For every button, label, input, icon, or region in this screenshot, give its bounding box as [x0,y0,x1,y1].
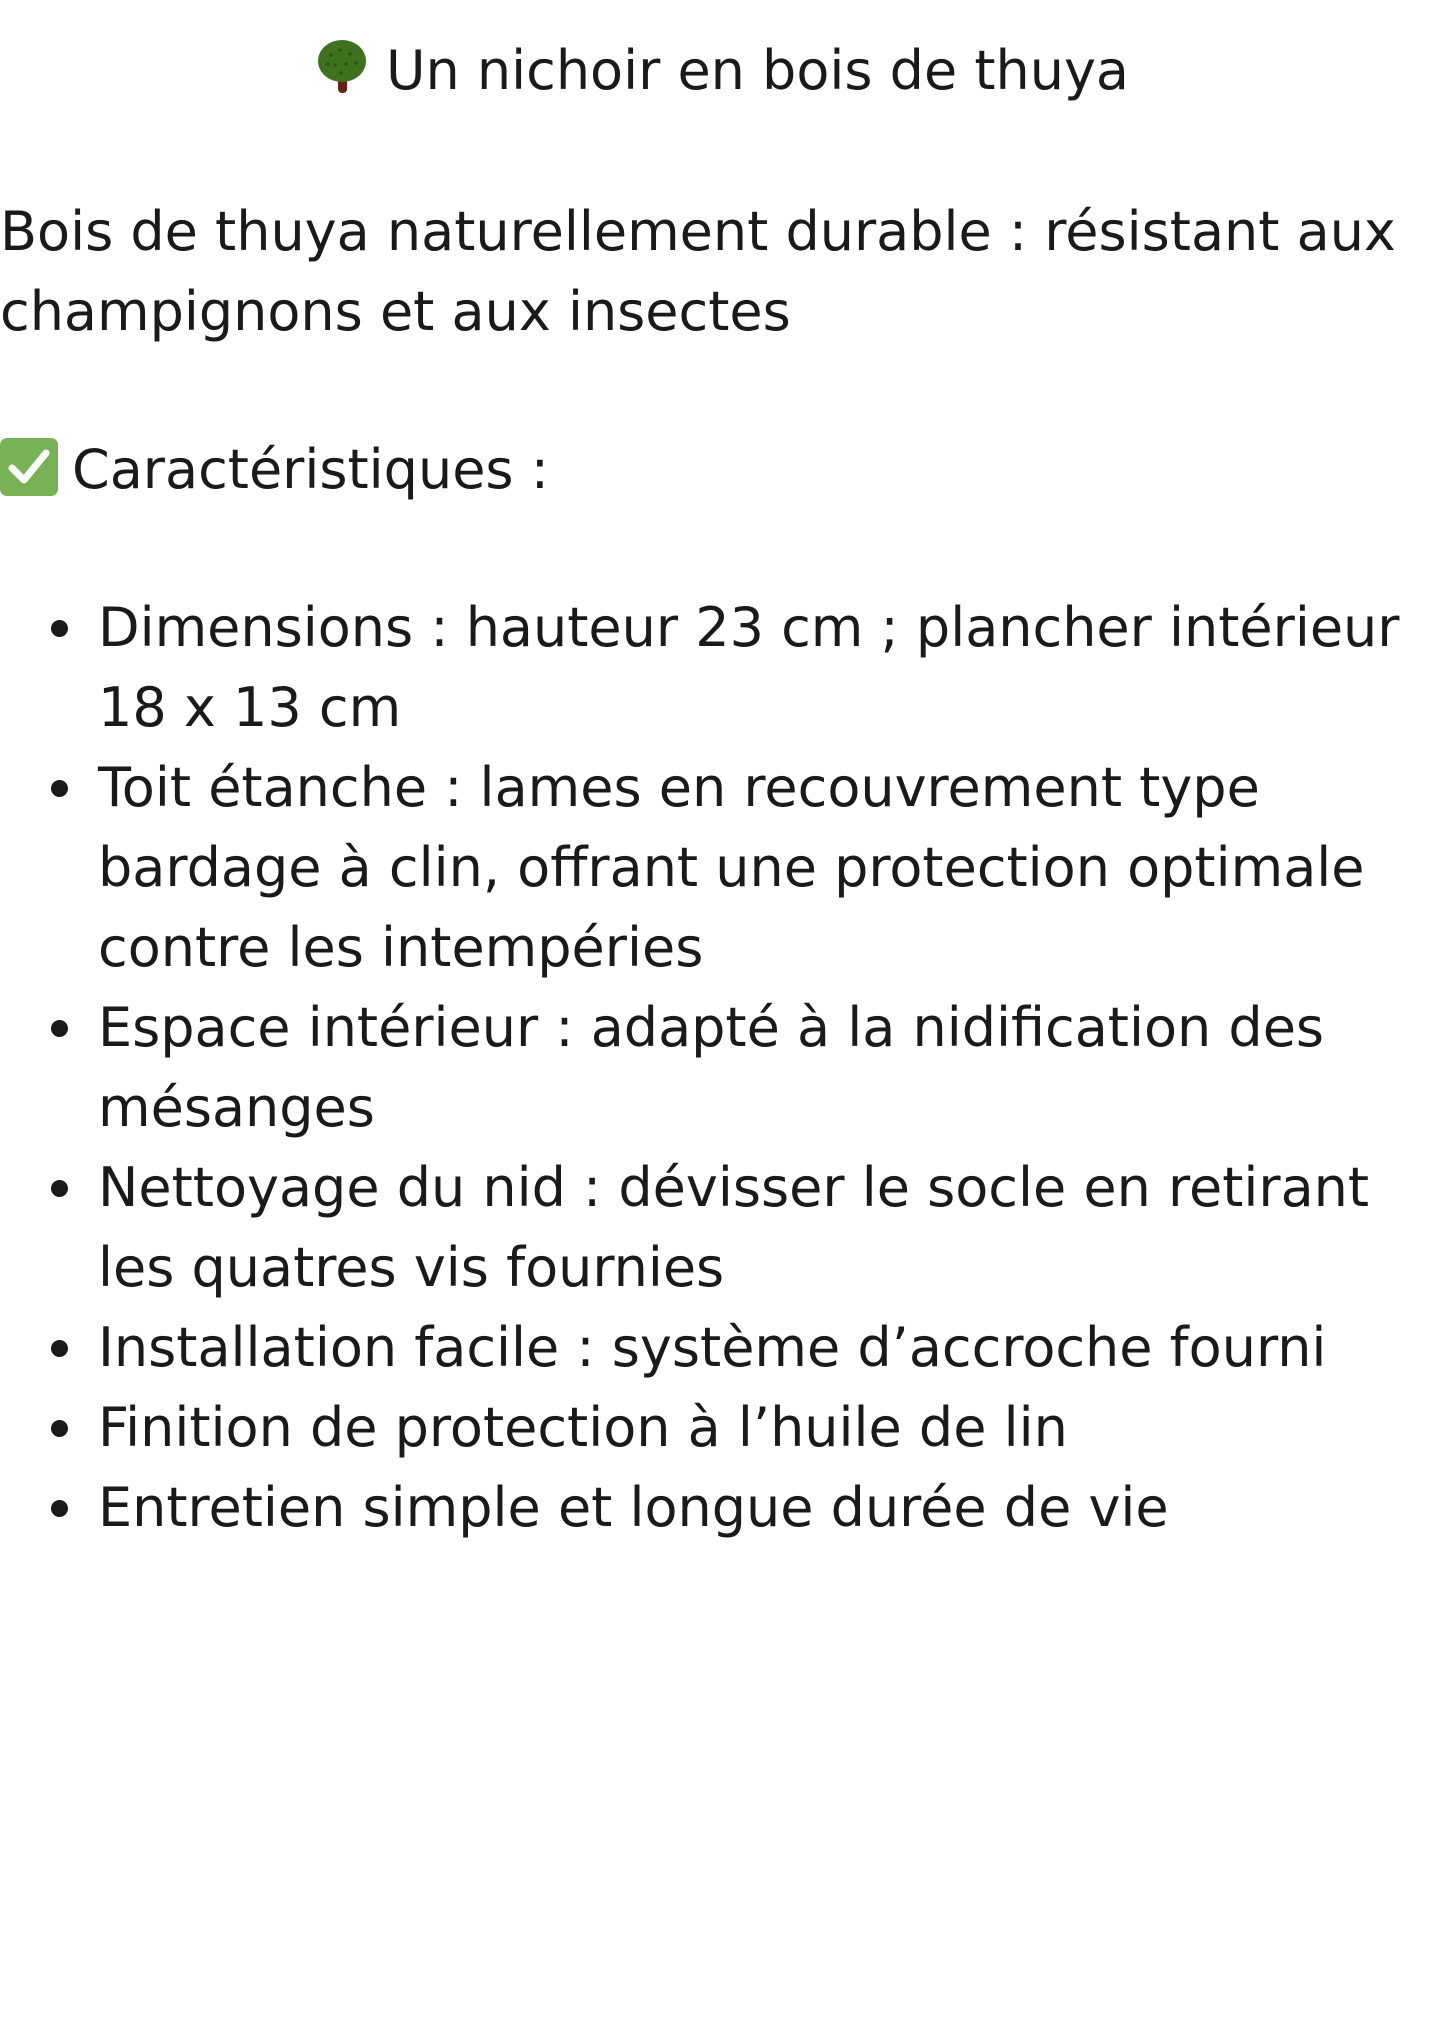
list-item [0,1308,1440,1388]
page-title: Un nichoir en bois de thuya [385,39,1130,102]
list-item [0,988,1440,1148]
list-item [0,748,1440,988]
features-heading [0,430,1420,510]
list-item [0,1468,1440,1548]
list-item-text: Nettoyage du nid : dévisser le socle en retirant les quatres vis fournies [98,1156,1370,1299]
list-item-text: Espace intérieur : adapté à la nidification des mésanges [98,996,1325,1139]
bullet-icon [51,1500,68,1517]
features-heading-label: Caractéristiques : [72,438,549,501]
title-row [0,36,1445,106]
bullet-icon [51,1180,68,1197]
list-item [0,588,1440,748]
list-item-text: Finition de protection à l’huile de lin [98,1396,1068,1459]
bullet-icon [51,620,68,637]
list-item [0,1148,1440,1308]
bullet-icon [51,1020,68,1037]
bullet-icon [51,1420,68,1437]
list-item [0,1388,1440,1468]
list-item-text: Entretien simple et longue durée de vie [98,1476,1169,1539]
bullet-icon [51,780,68,797]
tree-icon [316,37,368,97]
list-item-text: Dimensions : hauteur 23 cm ; plancher intérieur 18 x 13 cm [98,596,1400,739]
intro-text: Bois de thuya naturellement durable : résistant aux champignons et aux insectes [0,200,1396,343]
list-item-text: Toit étanche : lames en recouvrement type bardage à clin, offrant une protection optimale contre les intempéries [98,756,1365,979]
bullet-icon [51,1340,68,1357]
check-mark-icon [0,438,58,496]
list-item-text: Installation facile : système d’accroche fourni [98,1316,1327,1379]
features-list [0,588,1440,1548]
